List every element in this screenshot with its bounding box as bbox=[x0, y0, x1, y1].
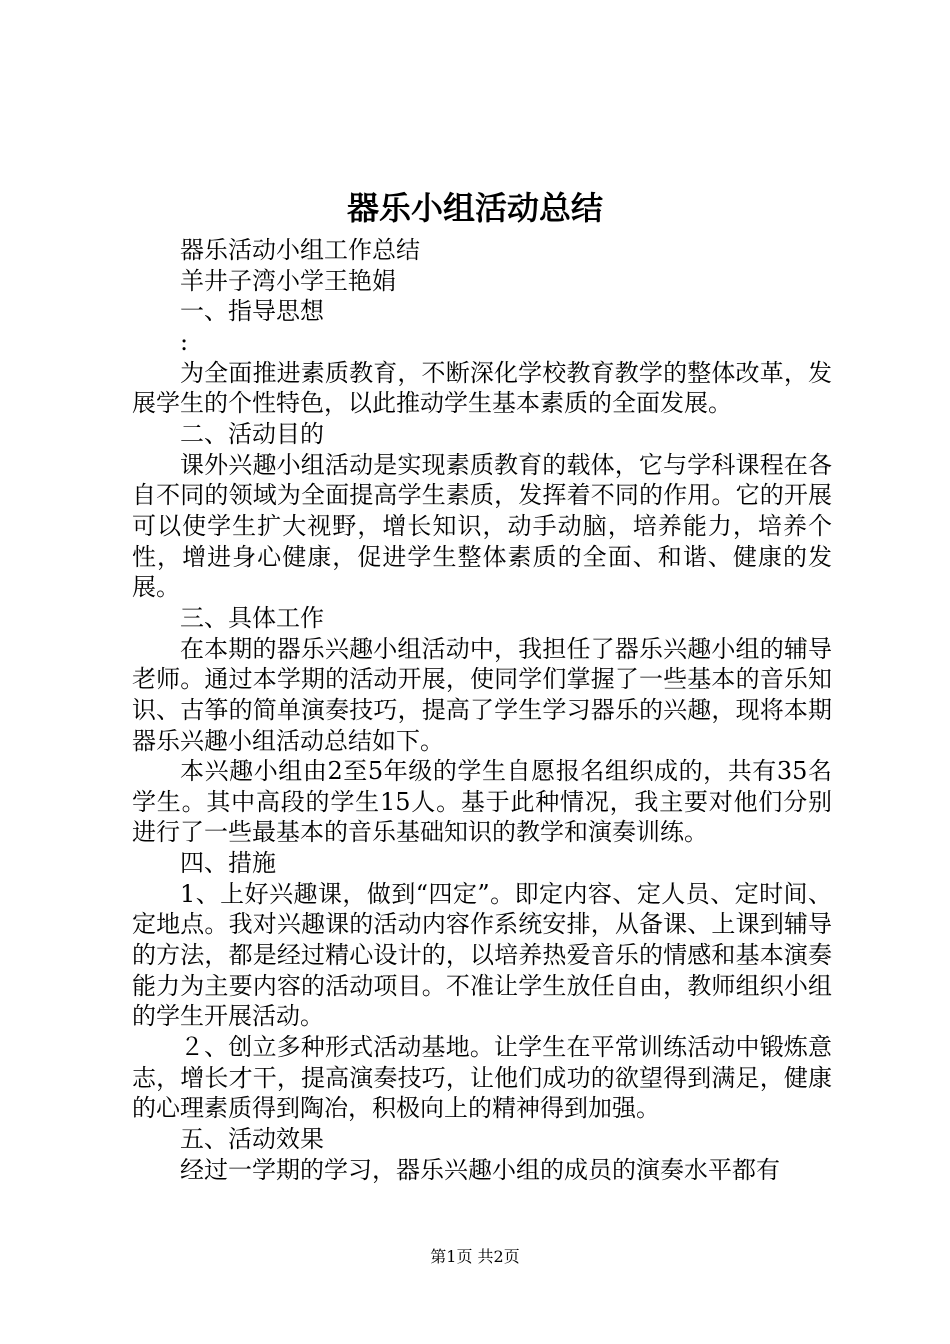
body-paragraph: 课外兴趣小组活动是实现素质教育的载体，它与学科课程在各自不同的领域为全面提高学生素质，发挥着不同的作用。它的开展可以使学生扩大视野，增长知识，动手动脑，培养能力，培养个性，增进身心健康，促进学生整体素质的全面、和谐、健康的发展。 bbox=[132, 450, 832, 602]
colon-line: : bbox=[180, 327, 189, 356]
section-heading-3: 三、具体工作 bbox=[180, 603, 324, 632]
section-heading-1: 一、指导思想 bbox=[180, 297, 324, 326]
body-paragraph: ２、创立多种形式活动基地。让学生在平常训练活动中锻炼意志，增长才干，提高演奏技巧，让他们成功的欲望得到满足，健康的心理素质得到陶冶，积极向上的精神得到加强。 bbox=[132, 1033, 832, 1123]
author-line: 羊井子湾小学王艳娟 bbox=[180, 266, 396, 295]
subtitle-paragraph: 器乐活动小组工作总结 bbox=[180, 236, 420, 264]
body-paragraph: 为全面推进素质教育，不断深化学校教育教学的整体改革，发展学生的个性特色，以此推动学生基本素质的全面发展。 bbox=[132, 358, 832, 418]
section-heading-4: 四、措施 bbox=[180, 849, 276, 878]
page-footer: 第1页 共2页 bbox=[430, 1247, 520, 1266]
section-heading-2: 二、活动目的 bbox=[180, 419, 324, 448]
section-heading-5: 五、活动效果 bbox=[180, 1125, 324, 1154]
document-title: 器乐小组活动总结 bbox=[346, 189, 603, 227]
body-paragraph: 在本期的器乐兴趣小组活动中，我担任了器乐兴趣小组的辅导老师。通过本学期的活动开展，使同学们掌握了一些基本的音乐知识、古筝的简单演奏技巧，提高了学生学习器乐的兴趣，现将本期器乐兴趣小组活动总结如下。 bbox=[132, 634, 832, 755]
body-paragraph: 本兴趣小组由2至5年级的学生自愿报名组织成的，共有35名学生。其中高段的学生15人。基于此种情况，我主要对他们分别进行了一些最基本的音乐基础知识的教学和演奏训练。 bbox=[132, 757, 832, 847]
body-paragraph: 1、上好兴趣课，做到“四定”。即定内容、定人员、定时间、定地点。我对兴趣课的活动内容作系统安排，从备课、上课到辅导的方法，都是经过精心设计的，以培养热爱音乐的情感和基本演奏能力为主要内容的活动项目。不准让学生放任自由，教师组织小组的学生开展活动。 bbox=[132, 879, 832, 1031]
document-body bbox=[132, 235, 832, 1185]
body-paragraph: 经过一学期的学习，器乐兴趣小组的成员的演奏水平都有 bbox=[180, 1155, 780, 1184]
